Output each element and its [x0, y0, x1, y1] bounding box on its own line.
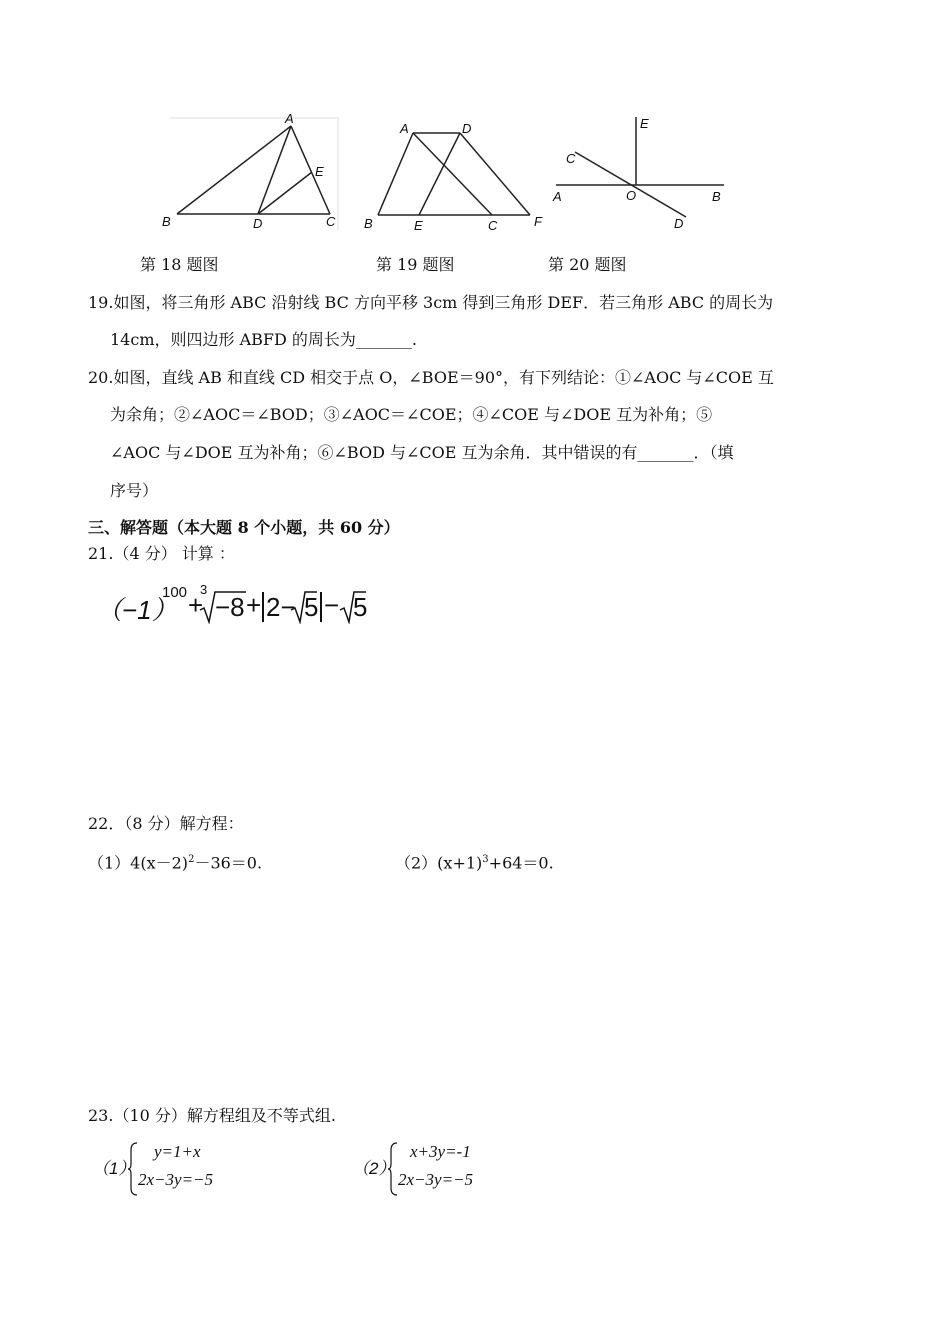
q22-p1-post: －36＝0.: [194, 853, 263, 873]
q23-p2-eq1: x+3y=-1: [410, 1142, 471, 1161]
fig18-label-E: E: [315, 164, 324, 179]
q22-p2-post: +64＝0.: [488, 853, 554, 873]
figure-18: [160, 110, 345, 235]
q20-line1: 20.如图，直线 AB 和直线 CD 相交于点 O，∠BOE＝90°，有下列结论：①∠AOC 与∠COE 互: [88, 368, 774, 387]
q21-abs-pre: 2−: [266, 592, 296, 622]
fig18-label-C: C: [326, 214, 336, 229]
q22-part1: [88, 849, 262, 874]
q21-exponent: 100: [162, 584, 188, 601]
fig20-label-C: C: [566, 151, 576, 166]
fig19-caption: 第 19 题图: [376, 255, 455, 274]
q23-p1-label: （1）: [92, 1159, 136, 1178]
figure-19: [362, 118, 552, 238]
q21-radicand1: −8: [215, 592, 245, 622]
abs-bar-right: [320, 592, 322, 622]
fig18-caption: 第 18 题图: [140, 255, 219, 274]
fig20-label-B: B: [712, 189, 721, 204]
fig19-label-D: D: [462, 121, 472, 136]
q21-base: （−1）: [96, 595, 178, 625]
q23-system2: [352, 1140, 552, 1196]
q21-head: 21.（4 分） 计算 ：: [88, 544, 235, 563]
fig19-label-E: E: [414, 218, 423, 233]
fig20-caption: 第 20 题图: [548, 255, 627, 274]
q21-root-index: 3: [200, 582, 208, 597]
q20-line4: 序号）: [110, 481, 159, 500]
fig19-label-A: A: [400, 121, 409, 136]
q22-head: 22．（8 分）解方程：: [88, 814, 244, 833]
left-brace-icon: [128, 1142, 138, 1196]
fig20-label-O: O: [626, 188, 637, 203]
q22-p2-exp: 3: [482, 854, 489, 865]
q21-radicand2: 5: [304, 592, 319, 622]
q22-p1-exp: 2: [188, 854, 195, 865]
q23-p2-label: （2）: [352, 1159, 396, 1178]
q22-p2-pre: （2）(x+1): [395, 853, 483, 873]
q21-radicand3: 5: [353, 592, 368, 622]
q19-line1: 19.如图，将三角形 ABC 沿射线 BC 方向平移 3cm 得到三角形 DEF．若三角形 ABC 的周长为: [88, 293, 774, 312]
fig18-label-A: A: [285, 111, 294, 126]
abs-bar-left: [262, 592, 264, 622]
q20-line2: 为余角；②∠AOC＝∠BOD；③∠AOC＝∠COE；④∠COE 与∠DOE 互为补角；⑤: [110, 405, 713, 424]
q21-minus: −: [324, 590, 340, 620]
fig20-label-A: A: [553, 189, 562, 204]
q22-p1-pre: （1）4(x－2): [88, 853, 189, 873]
q21-expression: [96, 584, 396, 628]
fig18-label-D: D: [253, 216, 263, 231]
fig19-label-F: F: [534, 214, 542, 229]
q23-p2-eq2: 2x−3y=−5: [398, 1170, 474, 1189]
left-brace-icon-2: [388, 1142, 398, 1196]
q21-plus2: +: [246, 590, 262, 620]
q20-line3: ∠AOC 与∠DOE 互为补角；⑥∠BOD 与∠COE 互为余角．其中错误的有_______．（填: [110, 443, 734, 462]
section3-title: 三、解答题（本大题 8 个小题，共 60 分）: [88, 518, 400, 537]
fig19-label-B: B: [364, 216, 373, 231]
q22-part2: [395, 849, 554, 874]
figure-20: [548, 112, 733, 234]
fig20-label-D: D: [674, 216, 684, 231]
q21-plus1: +: [188, 590, 204, 620]
q23-system1: [92, 1140, 292, 1196]
q23-p1-eq2: 2x−3y=−5: [138, 1170, 214, 1189]
fig20-label-E: E: [640, 116, 649, 131]
q19-line2: 14cm，则四边形 ABFD 的周长为_______.: [110, 330, 417, 349]
q23-head: 23.（10 分）解方程组及不等式组.: [88, 1106, 336, 1125]
fig18-label-B: B: [162, 214, 171, 229]
q23-p1-eq1: y=1+x: [154, 1142, 201, 1161]
fig19-label-C: C: [488, 218, 498, 233]
